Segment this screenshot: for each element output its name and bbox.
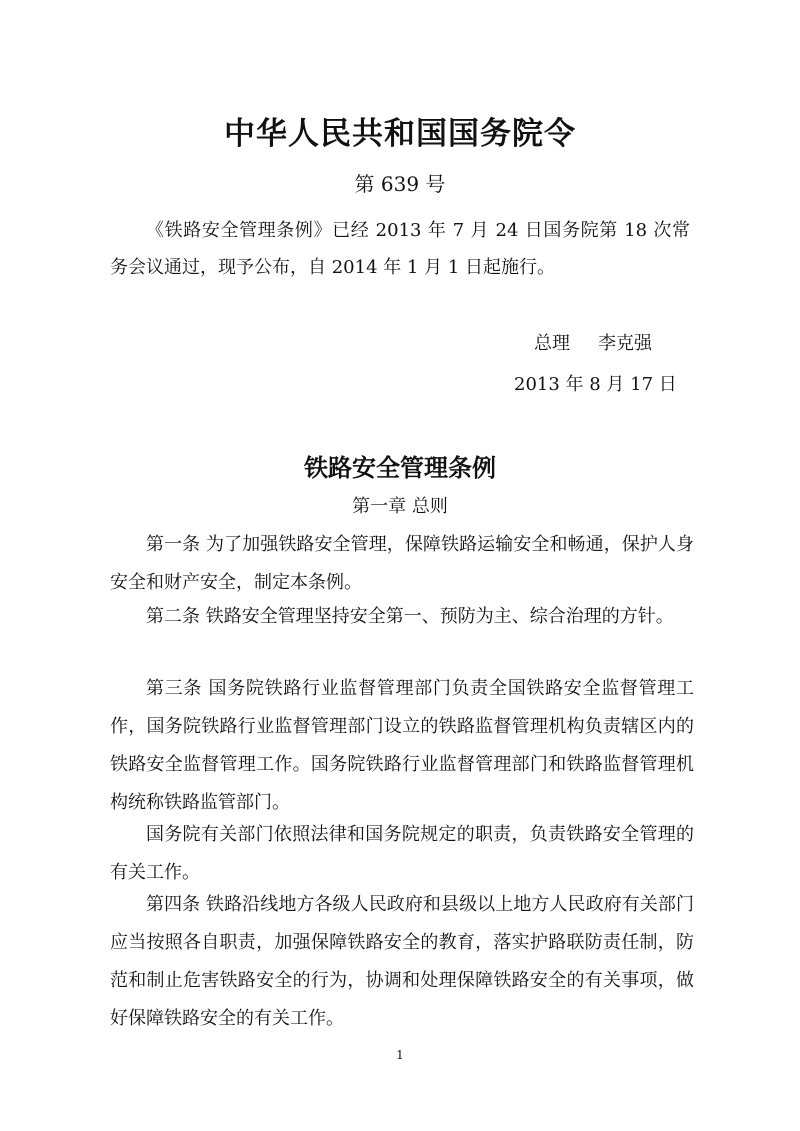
order-number: 第 639 号: [354, 172, 446, 196]
article-4: 第四条 铁路沿线地方各级人民政府和县级以上地方人民政府有关部门应当按照各自职责，加强保障铁路安全的教育，落实护路联防责任制，防范和制止危害铁路安全的行为，协调和处理保障铁路安全的有关事项，做好保障铁路安全的有关工作。: [110, 894, 694, 1029]
page-number: 1: [396, 1048, 404, 1062]
intro-paragraph: 《铁路安全管理条例》已经 2013 年 7 月 24 日国务院第 18 次常务会议通过，现予公布，自 2014 年 1 月 1 日起施行。: [110, 220, 690, 278]
signature-title: 总理: [534, 333, 570, 354]
signature-date: 2013 年 8 月 17 日: [514, 374, 677, 395]
chapter-heading: 第一章 总则: [352, 496, 448, 517]
article-3: 第三条 国务院铁路行业监督管理部门负责全国铁路安全监督管理工作，国务院铁路行业监督管理部门设立的铁路监督管理机构负责辖区内的铁路安全监督管理工作。国务院铁路行业监督管理部门和铁路监督管理机构统称铁路监管部门。: [110, 678, 694, 813]
article-1: 第一条 为了加强铁路安全管理，保障铁路运输安全和畅通，保护人身安全和财产安全，制定本条例。: [110, 534, 694, 593]
signature-name: 李克强: [598, 333, 652, 354]
article-2: 第二条 铁路安全管理坚持安全第一、预防为主、综合治理的方针。: [146, 606, 674, 627]
decree-title: 中华人民共和国国务院令: [224, 116, 576, 152]
regulation-title: 铁路安全管理条例: [304, 454, 496, 482]
article-3-paragraph-2: 国务院有关部门依照法律和国务院规定的职责，负责铁路安全管理的有关工作。: [110, 824, 694, 883]
